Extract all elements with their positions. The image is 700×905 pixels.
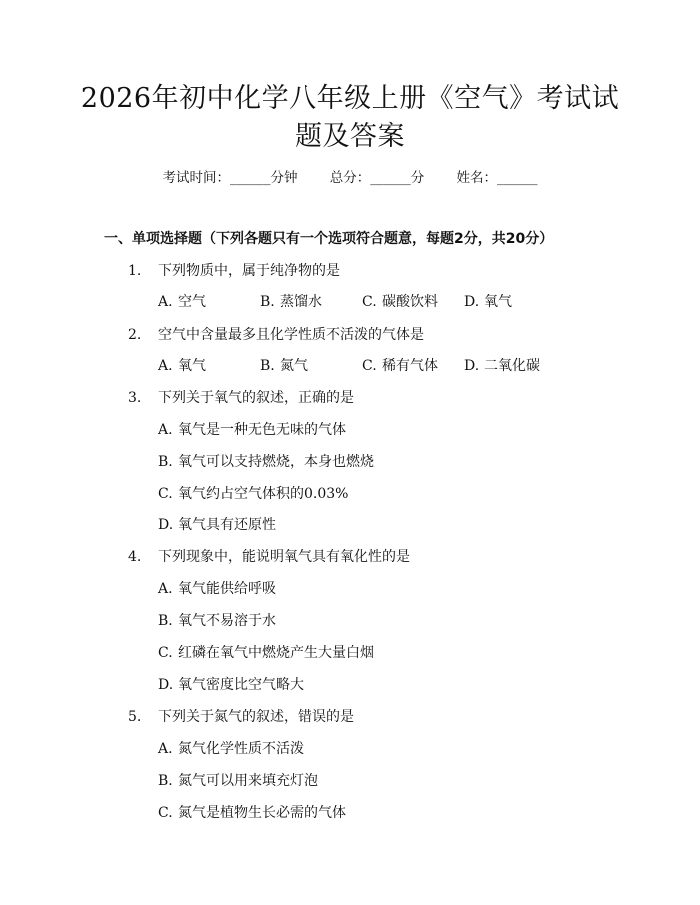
option-letter: D. — [158, 677, 174, 693]
option-letter: D. — [158, 517, 174, 533]
option-text: 氮气 — [280, 358, 308, 374]
section-heading: 一、单项选择题（下列各题只有一个选项符合题意，每题2分，共20分） — [104, 231, 554, 247]
exam-meta — [0, 168, 700, 188]
option — [260, 356, 362, 376]
option — [158, 292, 260, 312]
option-letter: C. — [362, 294, 377, 310]
option — [464, 356, 566, 376]
option-text: 氧气不易溶于水 — [178, 613, 276, 629]
question-2 — [128, 325, 424, 345]
option-text: 氧气可以支持燃烧，本身也燃烧 — [178, 454, 374, 470]
exam-time: 考试时间：______分钟 — [162, 170, 298, 186]
question-number: 4. — [128, 549, 142, 565]
question-2-options — [158, 356, 566, 376]
option-text: 氧气具有还原性 — [178, 517, 276, 533]
option — [158, 356, 260, 376]
question-4 — [128, 547, 410, 567]
option — [158, 675, 304, 695]
option-letter: D. — [464, 358, 480, 374]
option-text: 稀有气体 — [382, 358, 438, 374]
option-text: 氧气 — [178, 358, 206, 374]
question-number: 5. — [128, 709, 142, 725]
question-1 — [128, 261, 340, 281]
title-line-2: 题及答案 — [295, 121, 405, 152]
option-letter: C. — [362, 358, 377, 374]
exam-total-score: 总分：______分 — [329, 170, 425, 186]
question-number: 2. — [128, 327, 142, 343]
option-text: 红磷在氧气中燃烧产生大量白烟 — [178, 645, 374, 661]
option-letter: C. — [158, 805, 173, 821]
question-text: 下列关于氧气的叙述，正确的是 — [158, 390, 354, 406]
option — [158, 803, 346, 823]
option-text: 氧气 — [484, 294, 512, 310]
option-text: 氮气可以用来填充灯泡 — [178, 773, 318, 789]
option-letter: A. — [158, 294, 173, 310]
option-text: 氮气化学性质不活泼 — [178, 741, 304, 757]
title-line-1: 2026年初中化学八年级上册《空气》考试试 — [80, 83, 620, 114]
question-number: 3. — [128, 390, 142, 406]
question-text: 下列关于氮气的叙述，错误的是 — [158, 709, 354, 725]
option — [158, 420, 346, 440]
option-letter: A. — [158, 422, 173, 438]
option — [362, 292, 464, 312]
option — [158, 611, 276, 631]
option-letter: D. — [464, 294, 480, 310]
option-text: 蒸馏水 — [280, 294, 322, 310]
option-text: 氧气密度比空气略大 — [178, 677, 304, 693]
option — [158, 452, 374, 472]
option — [158, 515, 276, 535]
question-3 — [128, 388, 354, 408]
option — [158, 579, 276, 599]
option-letter: B. — [260, 358, 275, 374]
option — [158, 484, 348, 504]
option — [362, 356, 464, 376]
question-5 — [128, 707, 354, 727]
option-letter: B. — [158, 773, 173, 789]
option-text: 碳酸饮料 — [382, 294, 438, 310]
option — [260, 292, 362, 312]
option-text: 氮气是植物生长必需的气体 — [178, 805, 346, 821]
option-letter: C. — [158, 645, 173, 661]
option-letter: B. — [158, 454, 173, 470]
question-text: 下列物质中，属于纯净物的是 — [158, 263, 340, 279]
option-letter: B. — [260, 294, 275, 310]
option-text: 氧气约占空气体积的0.03% — [178, 486, 349, 502]
option-text: 二氧化碳 — [484, 358, 540, 374]
option-text: 空气 — [178, 294, 206, 310]
question-text: 下列现象中，能说明氧气具有氧化性的是 — [158, 549, 410, 565]
option-text: 氧气能供给呼吸 — [178, 581, 276, 597]
question-text: 空气中含量最多且化学性质不活泼的气体是 — [158, 327, 424, 343]
option — [464, 292, 566, 312]
option — [158, 739, 304, 759]
option-text: 氧气是一种无色无味的气体 — [178, 422, 346, 438]
option — [158, 643, 374, 663]
option-letter: B. — [158, 613, 173, 629]
page-title — [60, 80, 640, 156]
option-letter: A. — [158, 741, 173, 757]
question-number: 1. — [128, 263, 142, 279]
option-letter: A. — [158, 581, 173, 597]
option-letter: A. — [158, 358, 173, 374]
option-letter: C. — [158, 486, 173, 502]
option — [158, 771, 318, 791]
student-name: 姓名：______ — [456, 170, 538, 186]
question-1-options — [158, 292, 566, 312]
